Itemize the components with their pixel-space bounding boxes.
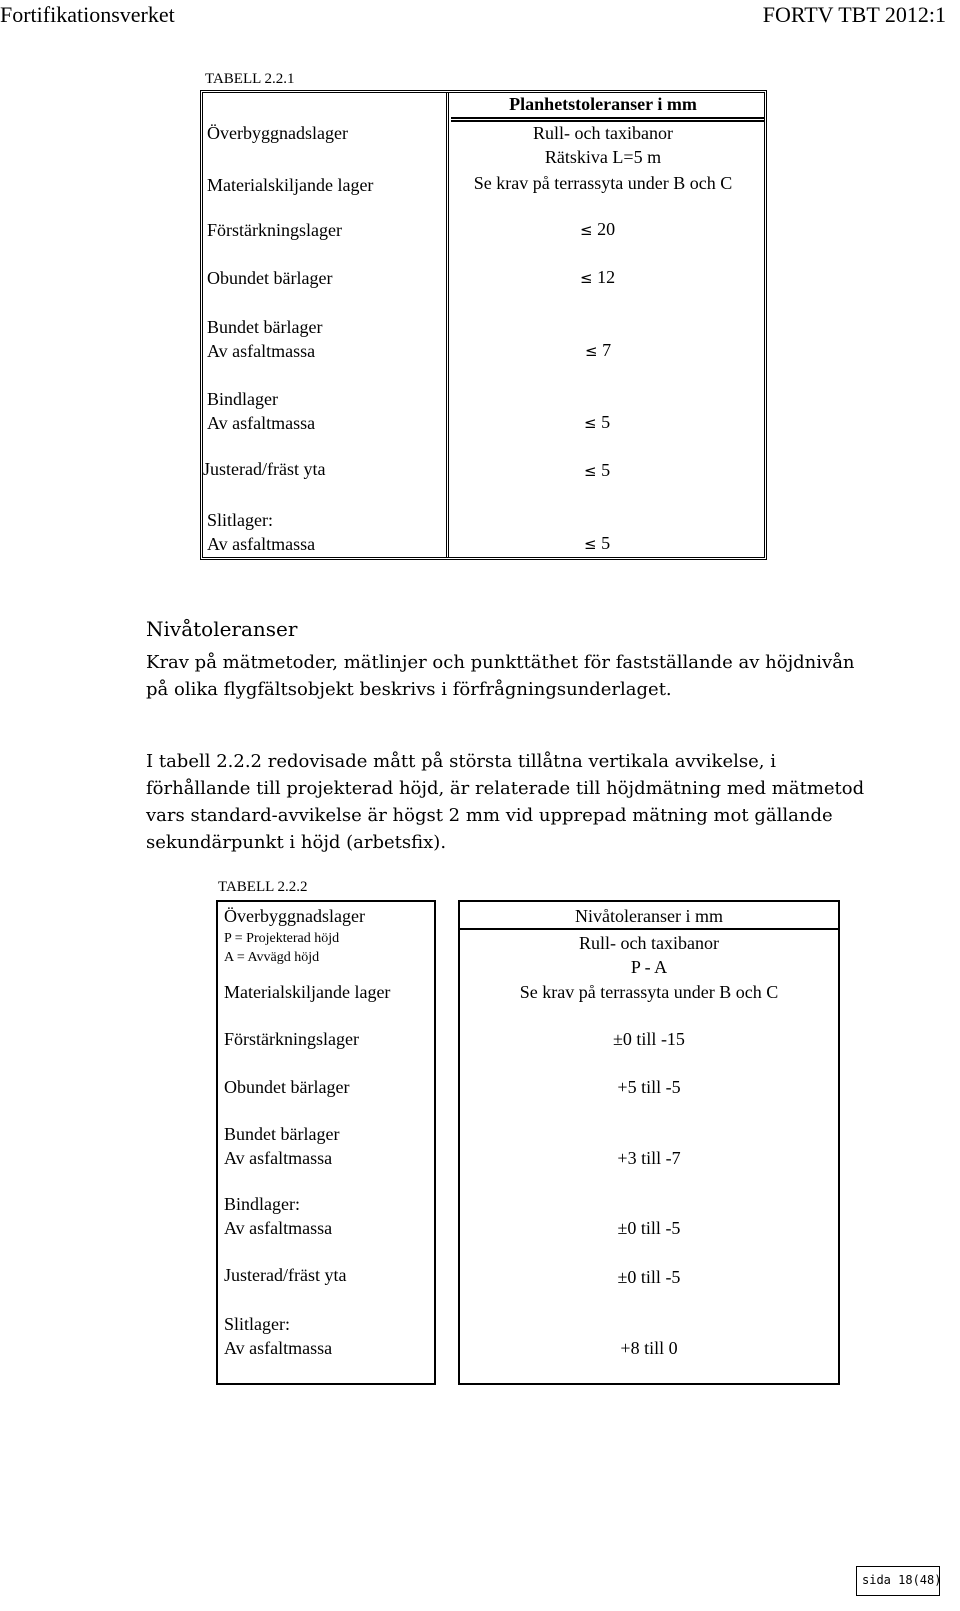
header-org: Fortifikationsverket [0, 2, 175, 27]
table2-row-value: +3 till -7 [617, 1148, 681, 1168]
table1-row-value: ≤ 5 [584, 412, 611, 432]
paragraph-line: I tabell 2.2.2 redovisade mått på största tillåtna vertikala avvikelse, i [146, 751, 776, 772]
table2-right-box [458, 900, 460, 1385]
table1-header-rule [451, 117, 764, 119]
paragraph-line: vars standard-avvikelse är högst 2 mm vid upprepad mätning mot gällande [146, 805, 833, 826]
table2-row-label: Slitlager: [224, 1314, 290, 1334]
table1-row-sublabel: Av asfaltmassa [207, 341, 316, 361]
table2-note: P = Projekterad höjd [224, 931, 340, 946]
table2-row-label: Bindlager: [224, 1194, 300, 1214]
section-heading: Nivåtoleranser [146, 617, 298, 641]
table2-col1-header: Överbyggnadslager [224, 906, 365, 926]
table2-row-sublabel: Av asfaltmassa [224, 1148, 333, 1168]
table1-col1-header: Överbyggnadslager [207, 123, 348, 143]
header-doc-id: FORTV TBT 2012:1 [762, 2, 946, 27]
table2-row-label: Bundet bärlager [224, 1124, 340, 1144]
table1-caption: TABELL 2.2.1 [205, 71, 295, 87]
table2-col2-sub1: Rull- och taxibanor [579, 933, 719, 953]
paragraph-line: Krav på mätmetoder, mätlinjer och punkttäthet för fastställande av höjdnivån [146, 652, 855, 673]
table2-row-label: Förstärkningslager [224, 1029, 359, 1049]
table1-row-value: ≤ 5 [584, 460, 611, 480]
table1-row-value: ≤ 7 [585, 340, 612, 360]
table2-note: A = Avvägd höjd [224, 950, 320, 965]
table2-col1-subheader: Materialskiljande lager [224, 982, 391, 1002]
table1-row-label: Justerad/fräst yta [203, 459, 326, 479]
table1-col1-subheader: Materialskiljande lager [207, 175, 374, 195]
table2-col2-header: Nivåtoleranser i mm [575, 906, 723, 926]
table1-divider [446, 93, 449, 557]
table1-row-label: Förstärkningslager [207, 220, 342, 240]
table2-col2-sub2: P - A [630, 957, 668, 977]
paragraph-line: sekundärpunkt i höjd (arbetsfix). [146, 832, 447, 853]
table1-row-value: ≤ 20 [580, 219, 616, 239]
paragraph-line: förhållande till projekterad höjd, är relaterade till höjdmätning med mätmetod [146, 778, 865, 799]
table1-row-value: ≤ 12 [580, 267, 616, 287]
paragraph-line: på olika flygfältsobjekt beskrivs i förfrågningsunderlaget. [146, 679, 672, 700]
table2-row-sublabel: Av asfaltmassa [224, 1338, 333, 1358]
table1-col2-header: Planhetstoleranser i mm [509, 94, 697, 114]
table1-col2-sub1: Rull- och taxibanor [533, 123, 673, 143]
table2-row-label: Obundet bärlager [224, 1077, 350, 1097]
table1-row-label: Bindlager [207, 389, 278, 409]
less-or-equal-icon: ≤ [584, 535, 597, 553]
less-or-equal-icon: ≤ [580, 221, 593, 239]
table1-row-value: ≤ 5 [584, 533, 611, 553]
table1-row-sublabel: Av asfaltmassa [207, 413, 316, 433]
table2-row-label: Justerad/fräst yta [224, 1265, 347, 1285]
table2-row-value: +8 till 0 [620, 1338, 678, 1358]
less-or-equal-icon: ≤ [580, 269, 593, 287]
table2-caption: TABELL 2.2.2 [218, 879, 308, 895]
page-number: sida 18(48) [862, 1573, 942, 1587]
table2-col2-sub3: Se krav på terrassyta under B och C [519, 982, 779, 1002]
table2-row-value: +5 till -5 [617, 1077, 681, 1097]
table2-row-sublabel: Av asfaltmassa [224, 1218, 333, 1238]
table2-row-value: ±0 till -5 [617, 1267, 681, 1287]
table1-row-label: Obundet bärlager [207, 268, 333, 288]
table1-row-sublabel: Av asfaltmassa [207, 534, 316, 554]
table1-col2-sub3: Se krav på terrassyta under B och C [473, 173, 733, 193]
table1-col2-sub2: Rätskiva L=5 m [544, 147, 662, 167]
table2-row-value: ±0 till -5 [617, 1218, 681, 1238]
table2-row-value: ±0 till -15 [613, 1029, 685, 1049]
table2-left-border [216, 900, 218, 1385]
table1-row-label: Slitlager: [207, 510, 273, 530]
less-or-equal-icon: ≤ [584, 414, 597, 432]
table1-row-label: Bundet bärlager [207, 317, 323, 337]
less-or-equal-icon: ≤ [584, 462, 597, 480]
less-or-equal-icon: ≤ [585, 342, 598, 360]
